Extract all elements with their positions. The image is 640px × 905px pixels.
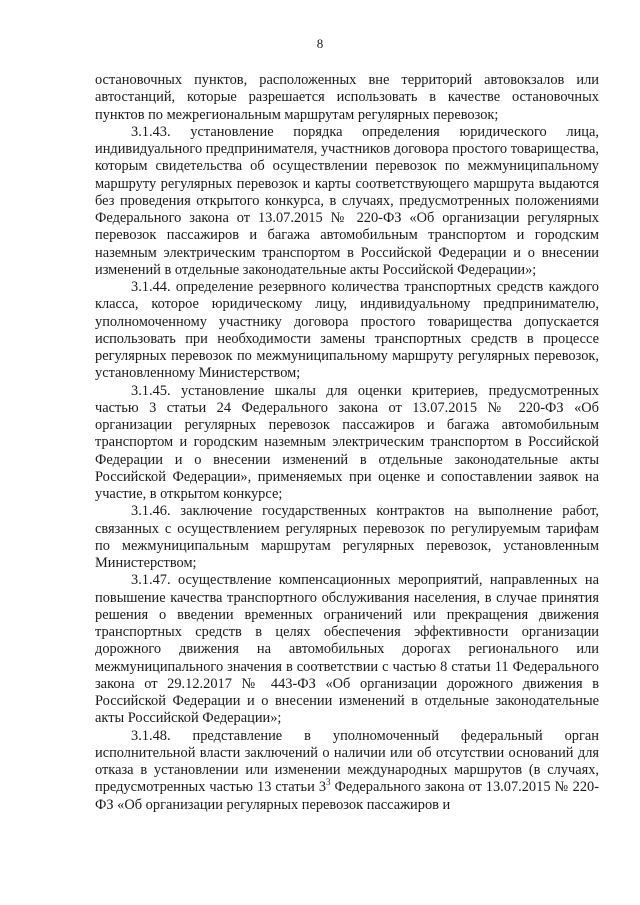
paragraph-3-1-47: 3.1.47. осуществление компенсационных мероприятий, направленных на повышение качества транспортного обслуживания населения, в случае принятия решения о введении временных ограничений или прекращения движения транспортных средств в целях обеспечения эффективности организации дорожного движения на автомобильных дорогах регионального или межмуниципального значения в соответствии с частью 8 статьи 11 Федерального закона от 29.12.2017 № 443-ФЗ «Об организации дорожного движения в Российской Федерации и о внесении изменений в отдельные законодательные акты Российской Федерации»; — [95, 572, 599, 727]
page-number: 8 — [316, 36, 324, 51]
paragraph-continuation: остановочных пунктов, расположенных вне территорий автовокзалов или автостанций, которые разрешается использовать в качестве остановочных пунктов по межрегиональным маршрутам регулярных перевозок; — [95, 72, 599, 123]
paragraph-3-1-46: 3.1.46. заключение государственных контрактов на выполнение работ, связанных с осуществлением регулярных перевозок по регулируемым тарифам по межмуниципальным маршрутам регулярных перевозок, установленным Министерством; — [95, 503, 599, 571]
paragraph-3-1-48-text-end: Федерального закона от 13.07.2015 № 220-ФЗ «Об организации регулярных перевозок пассажиров и — [95, 779, 599, 813]
paragraph-3-1-45: 3.1.45. установление шкалы для оценки критериев, предусмотренных частью 3 статьи 24 Федерального закона от 13.07.2015 № 220-ФЗ «Об организации регулярных перевозок пассажиров и багажа автомобильным транспортом и городским наземным электрическим транспортом в Российской Федерации и о внесении изменений в отдельные законодательные акты Российской Федерации», применяемых при оценке и сопоставлении заявок на участие, в открытом конкурсе; — [95, 382, 599, 502]
paragraph-3-1-48-text-start: 3.1.48. представление в уполномоченный федеральный орган исполнительной власти заключений о наличии или об отсутствии оснований для отказа в установлении или изменении международных маршрутов (в случаях, предусмотренных частью 13 статьи 3 — [95, 727, 599, 796]
paragraph-3-1-48 — [95, 728, 599, 814]
document-body — [95, 72, 599, 814]
article-superscript: 3 — [326, 777, 331, 788]
paragraph-3-1-43: 3.1.43. установление порядка определения юридического лица, индивидуального предпринимателя, участников договора простого товарищества, которым свидетельства об осуществлении перевозок по межмуниципальному маршруту регулярных перевозок и карты соответствующего маршрута выдаются без проведения открытого конкурса, в случаях, предусмотренных положениями Федерального закона от 13.07.2015 № 220-ФЗ «Об организации регулярных перевозок пассажиров и багажа автомобильным транспортом и городским наземным электрическим транспортом в Российской Федерации и о внесении изменений в отдельные законодательные акты Российской Федерации»; — [95, 123, 599, 278]
paragraph-3-1-44: 3.1.44. определение резервного количества транспортных средств каждого класса, которое юридическому лицу, индивидуальному предпринимателю, уполномоченному участнику договора простого товарищества допускается использовать при необходимости замены транспортных средств в процессе регулярных перевозок по межмуниципальному маршруту регулярных перевозок, установленному Министерством; — [95, 279, 599, 382]
